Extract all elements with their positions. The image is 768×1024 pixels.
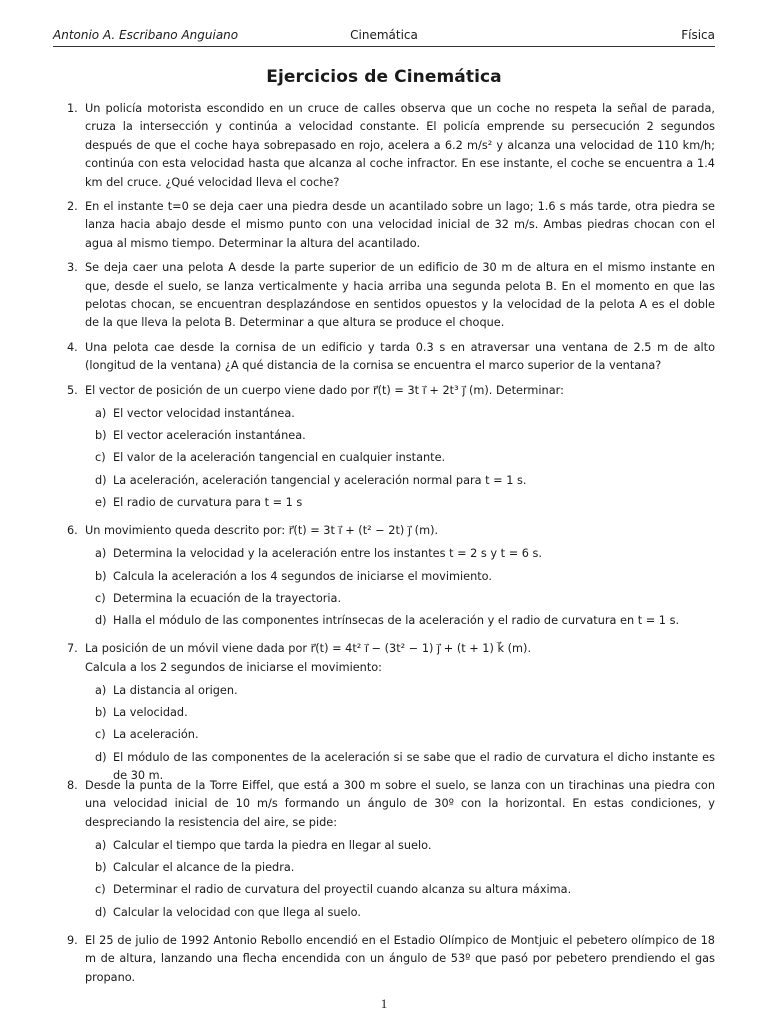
item-text: Halla el módulo de las componentes intrínsecas de la aceleración y el radio de curvatura en t = 1 s. bbox=[113, 614, 680, 627]
subitem-list bbox=[85, 837, 715, 926]
header-topic: Cinemática bbox=[350, 28, 418, 42]
exercise-2 bbox=[53, 198, 715, 253]
list-item bbox=[85, 837, 715, 859]
exercise-list bbox=[53, 100, 715, 993]
subitem-list bbox=[85, 545, 715, 634]
list-item bbox=[85, 427, 715, 449]
item-label: d) bbox=[95, 905, 107, 919]
subitem-list bbox=[85, 405, 715, 516]
item-text: Calcular la velocidad con que llega al suelo. bbox=[113, 905, 361, 919]
exercise-3 bbox=[53, 259, 715, 333]
item-text: El valor de la aceleración tangencial en cualquier instante. bbox=[113, 451, 446, 465]
list-item bbox=[85, 726, 715, 748]
exercise-number: 9. bbox=[67, 933, 78, 947]
item-label: d) bbox=[95, 750, 107, 764]
item-label: a) bbox=[95, 407, 107, 421]
exercise-number: 4. bbox=[67, 340, 78, 354]
item-label: d) bbox=[95, 473, 107, 487]
list-item bbox=[85, 590, 715, 612]
exercise-text: Desde la punta de la Torre Eiffel, que está a 300 m sobre el suelo, se lanza con un tirachinas una piedra con una velocidad inicial de 10 m/s formando un ángulo de 30º con la horizontal. En estas condiciones, y despreciando la resistencia del aire, se pide: bbox=[85, 778, 715, 829]
item-label: a) bbox=[95, 838, 107, 852]
exercise-text: La posición de un móvil viene dada por r⃗(t) = 4t² i⃗ − (3t² − 1) j⃗ + (t + 1) k⃗ (m). bbox=[85, 642, 532, 656]
item-label: a) bbox=[95, 547, 107, 561]
list-item bbox=[85, 904, 715, 926]
exercise-number: 8. bbox=[67, 778, 78, 792]
list-item bbox=[85, 682, 715, 704]
subitem-list bbox=[85, 682, 715, 782]
header-divider bbox=[53, 46, 715, 47]
exercise-8 bbox=[53, 777, 715, 926]
item-label: c) bbox=[95, 883, 106, 897]
exercise-9 bbox=[53, 932, 715, 987]
item-text: Determina la velocidad y la aceleración entre los instantes t = 2 s y t = 6 s. bbox=[113, 547, 543, 561]
header-author: Antonio A. Escribano Anguiano bbox=[53, 28, 239, 42]
exercise-text: Una pelota cae desde la cornisa de un edificio y tarda 0.3 s en atraversar una ventana de 2.5 m de alto (longitud de la ventana) ¿A qué distancia de la cornisa se encuentra el marco superior de la ventana? bbox=[85, 340, 715, 373]
exercise-1 bbox=[53, 100, 715, 192]
exercise-text: Se deja caer una pelota A desde la parte superior de un edificio de 30 m de altura en el mismo instante en que, desde el suelo, se lanza verticalmente y hacia arriba una segunda pelota B. En el momento en que las pelotas chocan, se encuentran desplazándose en sentidos opuestos y la velocidad de la pelota A es el doble de la que lleva la pelota B. Determinar a que altura se produce el choque. bbox=[85, 261, 715, 330]
item-label: a) bbox=[95, 684, 107, 697]
exercise-text: El vector de posición de un cuerpo viene dado por r⃗(t) = 3t i⃗ + 2t³ j⃗ (m). Determinar: bbox=[85, 383, 564, 397]
item-text: Determinar el radio de curvatura del proyectil cuando alcanza su altura máxima. bbox=[113, 883, 572, 897]
exercise-5 bbox=[53, 382, 715, 516]
exercise-text: El 25 de julio de 1992 Antonio Rebollo encendió en el Estadio Olímpico de Montjuic el pebetero olímpico de 18 m de altura, lanzando una flecha encendida con un ángulo de 53º que pasó por pebetero prendiendo el gas propano. bbox=[85, 933, 715, 984]
exercise-number: 2. bbox=[67, 200, 78, 214]
list-item bbox=[85, 704, 715, 726]
exercise-number: 6. bbox=[67, 524, 78, 538]
item-text: El módulo de las componentes de la aceleración si se sabe que el radio de curvatura el dicho instante es de 30 m. bbox=[113, 750, 715, 782]
exercise-number: 7. bbox=[67, 642, 78, 656]
item-text: La velocidad. bbox=[113, 706, 188, 720]
list-item bbox=[85, 568, 715, 590]
list-item bbox=[85, 612, 715, 634]
item-text: Calcular el tiempo que tarda la piedra en llegar al suelo. bbox=[113, 838, 432, 852]
list-item bbox=[85, 881, 715, 903]
item-text: Determina la ecuación de la trayectoria. bbox=[113, 591, 342, 605]
item-text: El vector velocidad instantánea. bbox=[113, 407, 295, 421]
exercise-4 bbox=[53, 339, 715, 376]
list-item bbox=[85, 859, 715, 881]
document-title: Ejercicios de Cinemática bbox=[266, 67, 502, 87]
item-label: c) bbox=[95, 451, 106, 465]
item-text: Calcula la aceleración a los 4 segundos de iniciarse el movimiento. bbox=[113, 569, 492, 583]
header-subject: Física bbox=[681, 28, 715, 42]
item-label: b) bbox=[95, 706, 107, 720]
exercise-text-continued: Calcula a los 2 segundos de iniciarse el movimiento: bbox=[85, 660, 382, 674]
exercise-text: En el instante t=0 se deja caer una piedra desde un acantilado sobre un lago; 1.6 s más tarde, otra piedra se lanza hacia abajo desde el mismo punto con una velocidad inicial de 32 m/s. Ambas piedras chocan con el agua al mismo tiempo. Determinar la altura del acantilado. bbox=[85, 200, 715, 250]
item-text: La aceleración. bbox=[113, 728, 199, 742]
item-label: c) bbox=[95, 591, 106, 605]
page-number: 1 bbox=[380, 996, 388, 1011]
list-item bbox=[85, 405, 715, 427]
item-label: b) bbox=[95, 861, 107, 875]
exercise-7 bbox=[53, 640, 715, 782]
item-text: Calcular el alcance de la piedra. bbox=[113, 861, 295, 875]
exercise-text: Un policía motorista escondido en un cruce de calles observa que un coche no respeta la señal de parada, cruza la intersección y continúa a velocidad constante. El policía emprende su persecución 2 segundos después de que el coche haya sobrepasado en rojo, acelera a 6.2 m/s² y alcanza una velocidad de 110 km/h; continúa con esta velocidad hasta que alcanza al coche infractor. En ese instante, el coche se encuentra a 1.4 km del cruce. ¿Qué velocidad lleva el coche? bbox=[85, 102, 715, 189]
item-text: La distancia al origen. bbox=[113, 684, 238, 697]
item-text: El radio de curvatura para t = 1 s bbox=[113, 495, 303, 509]
list-item bbox=[85, 494, 715, 516]
list-item bbox=[85, 545, 715, 567]
list-item bbox=[85, 749, 715, 782]
exercise-6 bbox=[53, 522, 715, 634]
item-text: El vector aceleración instantánea. bbox=[113, 429, 306, 443]
exercise-number: 5. bbox=[67, 383, 78, 397]
item-label: c) bbox=[95, 728, 106, 742]
item-label: e) bbox=[95, 495, 107, 509]
item-text: La aceleración, aceleración tangencial y aceleración normal para t = 1 s. bbox=[113, 473, 527, 487]
item-label: b) bbox=[95, 429, 107, 443]
exercise-number: 1. bbox=[67, 102, 78, 115]
list-item bbox=[85, 449, 715, 471]
exercise-text: Un movimiento queda descrito por: r⃗(t) = 3t i⃗ + (t² − 2t) j⃗ (m). bbox=[85, 524, 439, 538]
item-label: d) bbox=[95, 614, 107, 627]
list-item bbox=[85, 472, 715, 494]
item-label: b) bbox=[95, 569, 107, 583]
exercise-number: 3. bbox=[67, 261, 78, 275]
